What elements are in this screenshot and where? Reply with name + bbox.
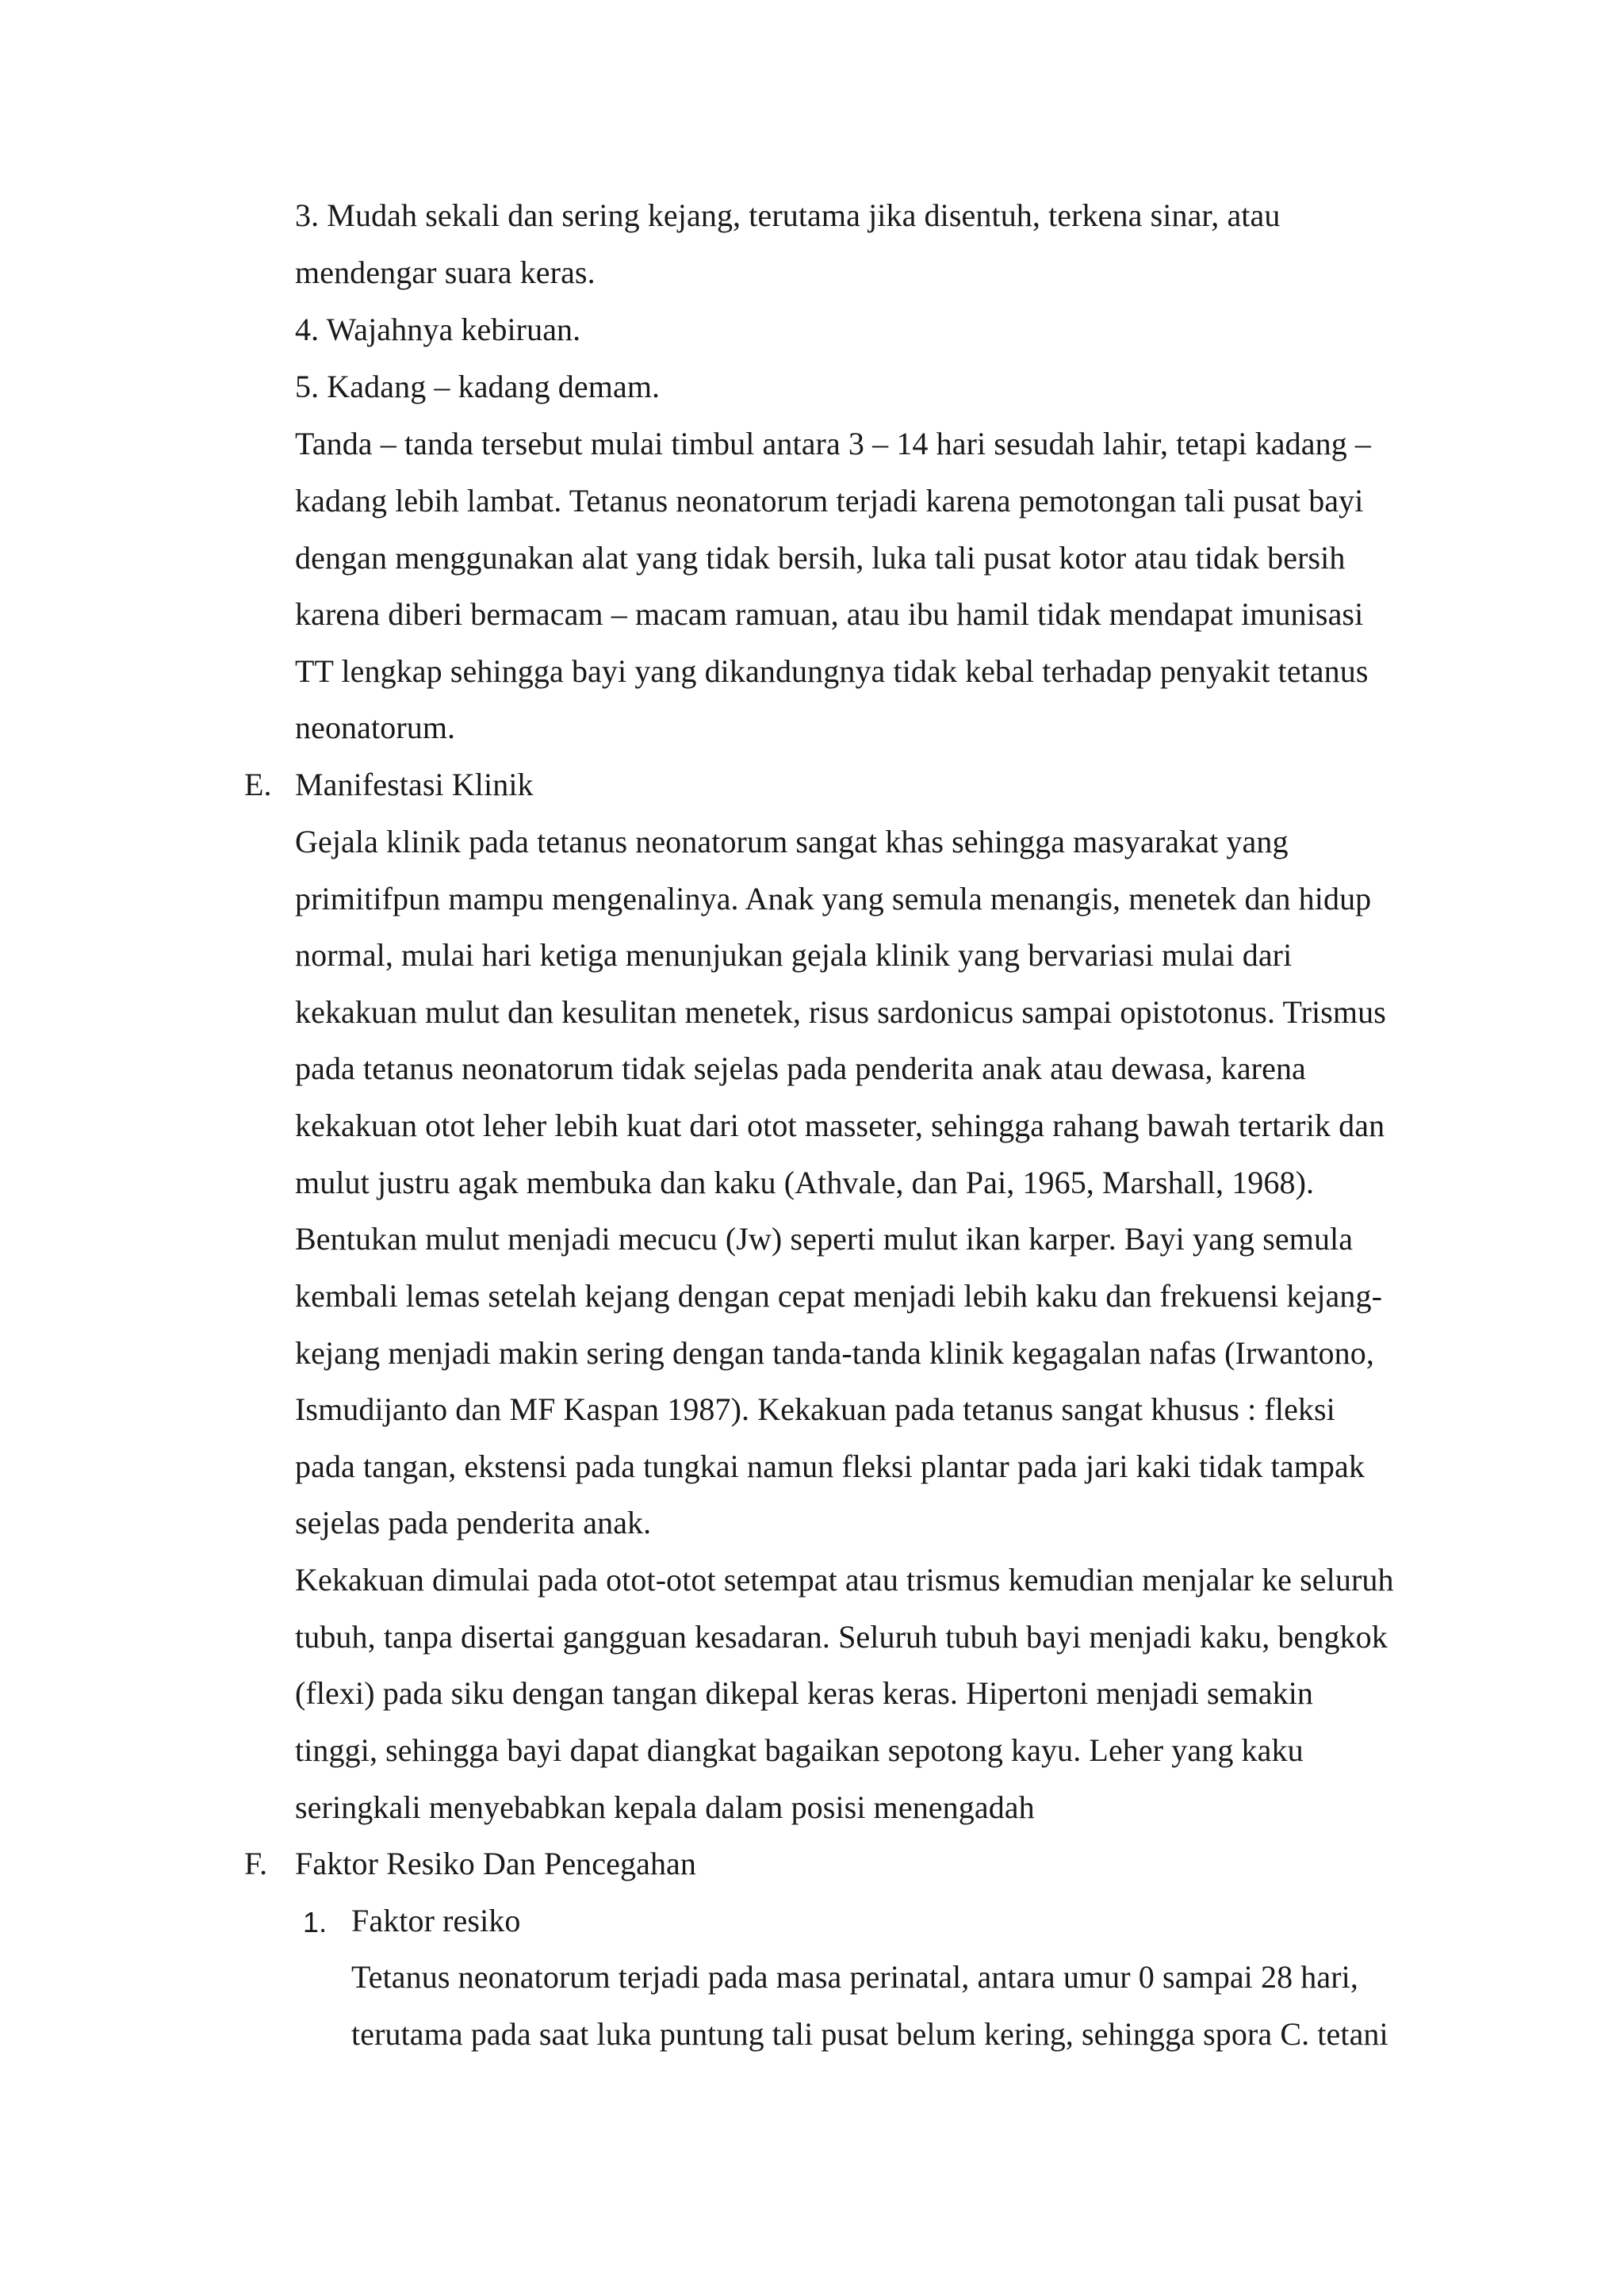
paragraph-line: karena diberi bermacam – macam ramuan, atau ibu hamil tidak mendapat imunisasi	[295, 596, 1364, 632]
paragraph-line: Ismudijanto dan MF Kaspan 1987). Kekakuan pada tetanus sangat khusus : fleksi	[295, 1391, 1335, 1427]
paragraph-line: kadang lebih lambat. Tetanus neonatorum terjadi karena pemotongan tali pusat bayi	[295, 483, 1364, 519]
paragraph-line: normal, mulai hari ketiga menunjukan gejala klinik yang bervariasi mulai dari	[295, 937, 1293, 973]
subsection-1-title: Faktor resiko	[351, 1903, 521, 1938]
list-item-5: 5. Kadang – kadang demam.	[295, 369, 661, 404]
paragraph-line: pada tangan, ekstensi pada tungkai namun fleksi plantar pada jari kaki tidak tampak	[295, 1448, 1365, 1484]
list-item-3-line-2: mendengar suara keras.	[295, 254, 596, 290]
paragraph-line: tubuh, tanpa disertai gangguan kesadaran. Seluruh tubuh bayi menjadi kaku, bengkok	[295, 1619, 1388, 1655]
subsection-1-number: 1.	[303, 1906, 327, 1938]
section-e-letter: E.	[244, 767, 272, 802]
paragraph-line: mulut justru agak membuka dan kaku (Athvale, dan Pai, 1965, Marshall, 1968).	[295, 1165, 1315, 1200]
paragraph-line: kekakuan mulut dan kesulitan menetek, risus sardonicus sampai opistotonus. Trismus	[295, 994, 1386, 1030]
paragraph-line: pada tetanus neonatorum tidak sejelas pada penderita anak atau dewasa, karena	[295, 1050, 1306, 1086]
paragraph-line: Tetanus neonatorum terjadi pada masa perinatal, antara umur 0 sampai 28 hari,	[351, 1959, 1358, 1995]
paragraph-line: dengan menggunakan alat yang tidak bersih, luka tali pusat kotor atau tidak bersih	[295, 540, 1346, 576]
paragraph-line: Gejala klinik pada tetanus neonatorum sangat khas sehingga masyarakat yang	[295, 824, 1289, 859]
paragraph-line: kembali lemas setelah kejang dengan cepat menjadi lebih kaku dan frekuensi kejang-	[295, 1278, 1383, 1314]
list-item-3-line-1: 3. Mudah sekali dan sering kejang, terutama jika disentuh, terkena sinar, atau	[295, 197, 1281, 233]
paragraph-line: neonatorum.	[295, 710, 456, 745]
paragraph-line: terutama pada saat luka puntung tali pusat belum kering, sehingga spora C. tetani	[351, 2016, 1388, 2052]
section-f-letter: F.	[244, 1846, 268, 1881]
paragraph-line: sejelas pada penderita anak.	[295, 1505, 652, 1540]
paragraph-line: primitifpun mampu mengenalinya. Anak yang semula menangis, menetek dan hidup	[295, 881, 1372, 916]
paragraph-line: seringkali menyebabkan kepala dalam posisi menengadah	[295, 1789, 1035, 1825]
paragraph-line: tinggi, sehingga bayi dapat diangkat bagaikan sepotong kayu. Leher yang kaku	[295, 1732, 1304, 1768]
paragraph-line: Bentukan mulut menjadi mecucu (Jw) seperti mulut ikan karper. Bayi yang semula	[295, 1221, 1354, 1257]
paragraph-line: kejang menjadi makin sering dengan tanda-tanda klinik kegagalan nafas (Irwantono,	[295, 1335, 1374, 1371]
paragraph-line: (flexi) pada siku dengan tangan dikepal keras keras. Hipertoni menjadi semakin	[295, 1675, 1314, 1711]
section-e-title: Manifestasi Klinik	[295, 767, 534, 802]
paragraph-line: Tanda – tanda tersebut mulai timbul antara 3 – 14 hari sesudah lahir, tetapi kadang –	[295, 426, 1372, 461]
paragraph-line: TT lengkap sehingga bayi yang dikandungnya tidak kebal terhadap penyakit tetanus	[295, 653, 1369, 689]
paragraph-line: kekakuan otot leher lebih kuat dari otot masseter, sehingga rahang bawah tertarik dan	[295, 1108, 1385, 1143]
section-f-title: Faktor Resiko Dan Pencegahan	[295, 1846, 697, 1881]
paragraph-line: Kekakuan dimulai pada otot-otot setempat atau trismus kemudian menjalar ke seluruh	[295, 1562, 1394, 1598]
list-item-4: 4. Wajahnya kebiruan.	[295, 312, 581, 347]
